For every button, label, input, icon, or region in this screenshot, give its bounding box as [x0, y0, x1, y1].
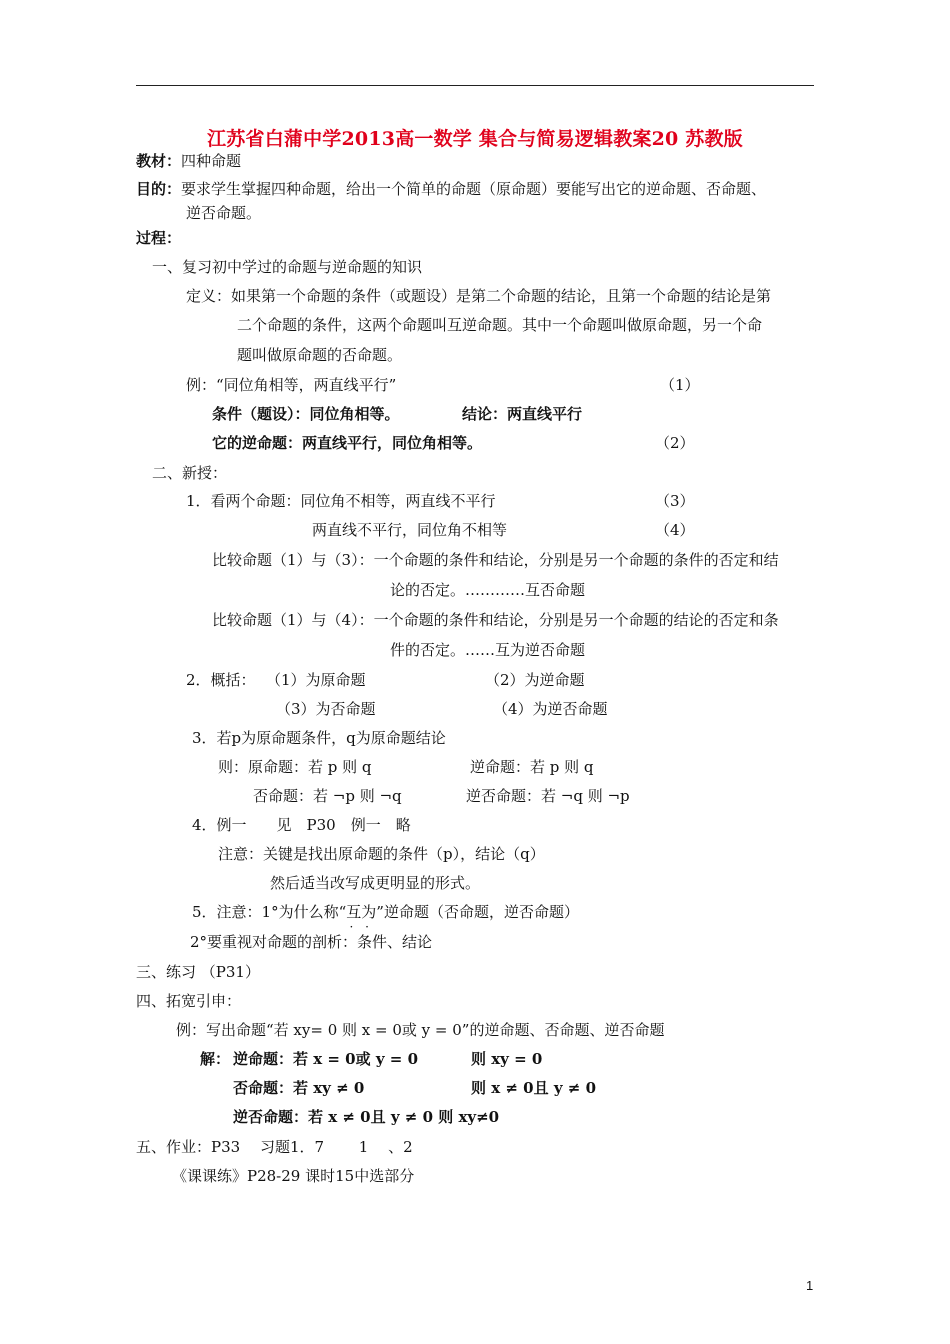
solution-contrapositive: 逆否命题：若 x ≠ 0且 y ≠ 0 则 xy≠0	[233, 1108, 500, 1126]
example-1: 例：“同位角相等，两直线平行”	[186, 376, 397, 394]
point-1-line-a: 1．看两个命题：同位角不相等，两直线不平行	[186, 492, 496, 510]
point-1-number-3: （3）	[655, 492, 695, 510]
material-line	[136, 151, 241, 171]
process-label: 过程：	[136, 229, 182, 247]
converse-number: （2）	[655, 434, 695, 452]
definition-line-3: 题叫做原命题的否命题。	[237, 346, 403, 364]
point-1-number-4: （4）	[655, 521, 695, 539]
compare-1-line-a: 比较命题（1）与（3）：一个命题的条件和结论，分别是另一个命题的条件的否定和结	[212, 551, 779, 569]
point-4: 4．例一 见 P30 例一 略	[192, 816, 411, 834]
section-5-heading: 五、作业：P33 习题1．7 1 、2	[136, 1138, 413, 1156]
purpose-label: 目的：	[136, 180, 182, 198]
section-4-heading: 四、拓宽引申：	[136, 992, 242, 1010]
summary-2: （2）为逆命题	[485, 671, 585, 689]
summary-label: 2．概括：	[186, 671, 256, 689]
original-proposition: 则：原命题：若 p 则 q	[218, 758, 372, 776]
page-number: 1	[806, 1278, 814, 1293]
compare-2-line-a: 比较命题（1）与（4）：一个命题的条件和结论，分别是另一个命题的结论的否定和条	[212, 611, 779, 629]
contrapositive-proposition: 逆否命题：若 ¬q 则 ¬p	[466, 787, 630, 805]
point-1-line-b: 两直线不平行，同位角不相等	[312, 521, 508, 539]
section-5-line-2: 《课课练》P28-29 课时15中选部分	[172, 1167, 415, 1185]
converse-proposition: 逆命题：若 p 则 q	[470, 758, 594, 776]
example-1-number: （1）	[660, 376, 700, 394]
converse-line: 它的逆命题：两直线平行，同位角相等。	[212, 434, 483, 452]
solution-converse-b: 则 xy = 0	[471, 1050, 543, 1068]
solution-inverse-b: 则 x ≠ 0且 y ≠ 0	[471, 1079, 597, 1097]
purpose-text-1: 要求学生掌握四种命题，给出一个简单的命题（原命题）要能写出它的逆命题、否命题、	[181, 180, 767, 198]
section-3-heading: 三、练习 （P31）	[136, 963, 260, 981]
conclusion-line: 结论：两直线平行	[462, 405, 583, 423]
purpose-line	[136, 179, 766, 199]
compare-1-line-b: 论的否定。…………互否命题	[390, 581, 586, 599]
solution-label: 解：	[200, 1050, 231, 1068]
point-5	[192, 902, 579, 922]
document-title: 江苏省白蒲中学2013高一数学 集合与简易逻辑教案20 苏教版	[207, 128, 743, 150]
header-rule	[136, 85, 814, 86]
section-4-example: 例：写出命题“若 xy= 0 则 x = 0或 y = 0”的逆命题、否命题、逆否命题	[176, 1021, 665, 1039]
point-5-emphasis: 互为 · ·	[346, 903, 376, 921]
solution-inverse-a: 否命题：若 xy ≠ 0	[233, 1079, 365, 1097]
note-line-1: 注意：关键是找出原命题的条件（p），结论（q）	[218, 845, 545, 863]
summary-3: （3）为否命题	[276, 700, 376, 718]
definition-line-1: 定义：如果第一个命题的条件（或题设）是第二个命题的结论，且第一个命题的结论是第	[186, 287, 772, 305]
purpose-text-2: 逆否命题。	[186, 204, 262, 222]
compare-2-line-b: 件的否定。……互为逆否命题	[390, 641, 586, 659]
summary-1: （1）为原命题	[266, 671, 366, 689]
definition-line-2: 二个命题的条件，这两个命题叫互逆命题。其中一个命题叫做原命题，另一个命	[237, 316, 763, 334]
solution-converse-a: 逆命题：若 x = 0或 y = 0	[233, 1050, 419, 1068]
point-5-line-b: 2°要重视对命题的剖析：条件、结论	[190, 933, 433, 951]
section-1-heading: 一、复习初中学过的命题与逆命题的知识	[152, 258, 423, 276]
material-label: 教材：	[136, 152, 182, 170]
point-3: 3．若p为原命题条件，q为原命题结论	[192, 729, 446, 747]
section-2-heading: 二、新授：	[152, 464, 228, 482]
material-text: 四种命题	[181, 152, 242, 170]
summary-4: （4）为逆否命题	[493, 700, 608, 718]
point-5-suffix: ”逆命题（否命题，逆否命题）	[376, 903, 579, 921]
note-line-2: 然后适当改写成更明显的形式。	[270, 874, 481, 892]
inverse-proposition: 否命题：若 ¬p 则 ¬q	[253, 787, 402, 805]
condition-line: 条件（题设）：同位角相等。	[212, 405, 400, 423]
point-5-prefix: 5．注意：1°为什么称“	[192, 903, 347, 921]
